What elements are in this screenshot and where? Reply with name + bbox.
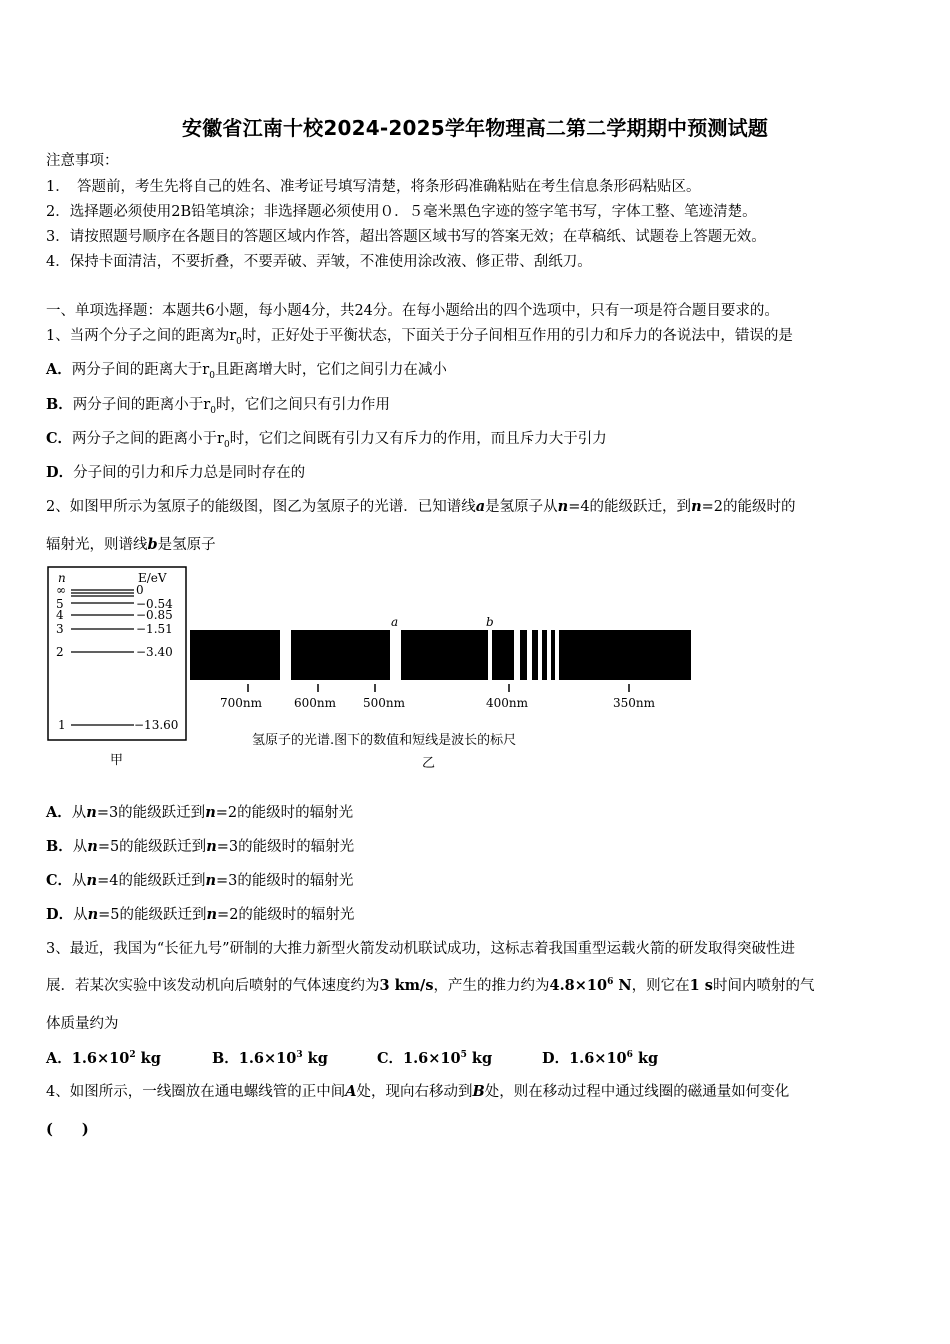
question-1-option-c: C．两分子之间的距离小于$r_0$时，它们之间既有引力又有斥力的作用，而且斥力大于引力	[46, 430, 607, 450]
spectrum-line-1	[520, 630, 527, 680]
question-1-stem: 1、当两个分子之间的距离为$r_0$时，正好处于平衡状态，下面关于分子间相互作用的引力和斥力的各说法中，错误的是	[46, 328, 793, 347]
scale-ticks	[248, 684, 629, 692]
question-2-option-b: B．从n=5的能级跃迁到n=3的能级时的辐射光	[46, 838, 355, 855]
spectrum-label-a: a	[391, 615, 399, 629]
notice-item-3: 3．请按照题号顺序在各题目的答题区域内作答，超出答题区域书写的答案无效；在草稿纸、试题卷上答题无效。	[46, 229, 766, 245]
energy-level-lines	[71, 590, 134, 725]
question-3-option-c: C．$1.6\times 10^5$ kg	[377, 1050, 493, 1067]
tick-label-400: 400nm	[486, 696, 529, 710]
level-n-inf: ∞	[56, 583, 66, 597]
spectrum-line-4	[551, 630, 555, 680]
tick-label-500: 500nm	[363, 696, 406, 710]
level-e-inf: 0	[136, 583, 144, 597]
spectrum-bands	[190, 630, 691, 680]
tick-label-600: 600nm	[294, 696, 337, 710]
spectrum-line-3	[542, 630, 547, 680]
question-2-option-d: D．从n=5的能级跃迁到n=2的能级时的辐射光	[46, 906, 355, 923]
question-1-option-d: D．分子间的引力和斥力总是同时存在的	[46, 464, 306, 481]
level-n-5: 5	[56, 597, 64, 611]
hydrogen-figure	[46, 566, 696, 776]
level-n-1: 1	[58, 718, 66, 732]
level-e-1: −13.60	[134, 718, 179, 732]
level-n-2: 2	[56, 645, 64, 659]
notice-item-2: 2．选择题必须使用2B铅笔填涂；非选择题必须使用０．５毫米黑色字迹的签字笔书写，字体工整、笔迹清楚。	[46, 204, 757, 220]
question-1-option-b: B．两分子间的距离小于$r_0$时，它们之间只有引力作用	[46, 396, 390, 416]
question-3-stem-line2: 展．若某次实验中该发动机向后喷射的气体速度约为3 km/s，产生的推力约为$4.8\times 10^6$ N，则它在1 s时间内喷射的气	[46, 977, 815, 994]
caption-yi: 乙	[422, 756, 436, 771]
hydrogen-figure-svg	[46, 566, 696, 776]
e-header: E/eV	[138, 571, 167, 585]
question-3-stem-line1: 3、最近，我国为“长征九号”研制的大推力新型火箭发动机联试成功，这标志着我国重型运载火箭的研发取得突破性进	[46, 941, 796, 957]
spectrum-band-3	[401, 630, 488, 680]
level-e-3: −1.51	[136, 622, 173, 636]
notice-item-4: 4．保持卡面清洁，不要折叠，不要弄破、弄皱，不准使用涂改液、修正带、刮纸刀。	[46, 254, 592, 270]
level-n-3: 3	[56, 622, 64, 636]
spectrum-band-5	[559, 630, 691, 680]
spectrum-label-b: b	[486, 615, 494, 629]
spectrum-band-1	[190, 630, 280, 680]
spectrum-band-2	[291, 630, 390, 680]
level-e-2: −3.40	[136, 645, 173, 659]
question-4-stem-line1: 4、如图所示，一线圈放在通电螺线管的正中间A处，现向右移动到B处，则在移动过程中通过线圈的磁通量如何变化	[46, 1083, 790, 1100]
section-heading: 一、单项选择题：本题共6小题，每小题4分，共24分。在每小题给出的四个选项中，只有一项是符合题目要求的。	[46, 303, 779, 319]
question-3-option-b: B．$1.6\times 10^3$ kg	[212, 1050, 328, 1067]
page-title: 安徽省江南十校2024-2025学年物理高二第二学期期中预测试题	[181, 116, 769, 140]
question-4-answer-blank: ( )	[46, 1121, 89, 1138]
question-1-option-a: A．两分子间的距离大于$r_0$且距离增大时，它们之间引力在减小	[46, 361, 447, 381]
question-2-stem-line1: 2、如图甲所示为氢原子的能级图，图乙为氢原子的光谱．已知谱线a是氢原子从n=4的能级跃迁，到n=2的能级时的	[46, 498, 796, 515]
question-3-option-d: D．$1.6\times 10^6$ kg	[542, 1050, 659, 1067]
tick-label-700: 700nm	[220, 696, 263, 710]
spectrum-line-2	[532, 630, 538, 680]
question-3-stem-line3: 体质量约为	[46, 1016, 119, 1032]
notice-heading: 注意事项：	[46, 153, 119, 169]
tick-label-350: 350nm	[613, 696, 656, 710]
question-2-option-c: C．从n=4的能级跃迁到n=3的能级时的辐射光	[46, 872, 354, 889]
level-e-5: −0.54	[136, 597, 173, 611]
question-2-option-a: A．从n=3的能级跃迁到n=2的能级时的辐射光	[46, 804, 354, 821]
notice-item-1: 1． 答题前，考生先将自己的姓名、准考证号填写清楚，将条形码准确粘贴在考生信息条形码粘贴区。	[46, 179, 701, 195]
spectrum-band-4	[492, 630, 514, 680]
caption-jia: 甲	[110, 753, 124, 768]
level-e-4: −0.85	[136, 608, 173, 622]
spectrum-description: 氢原子的光谱.图下的数值和短线是波长的标尺	[252, 733, 517, 748]
level-n-4: 4	[56, 608, 64, 622]
question-2-stem-line2: 辐射光，则谱线b是氢原子	[46, 536, 216, 553]
n-header: n	[58, 571, 66, 585]
question-3-option-a: A．$1.6\times 10^2$ kg	[46, 1050, 161, 1067]
